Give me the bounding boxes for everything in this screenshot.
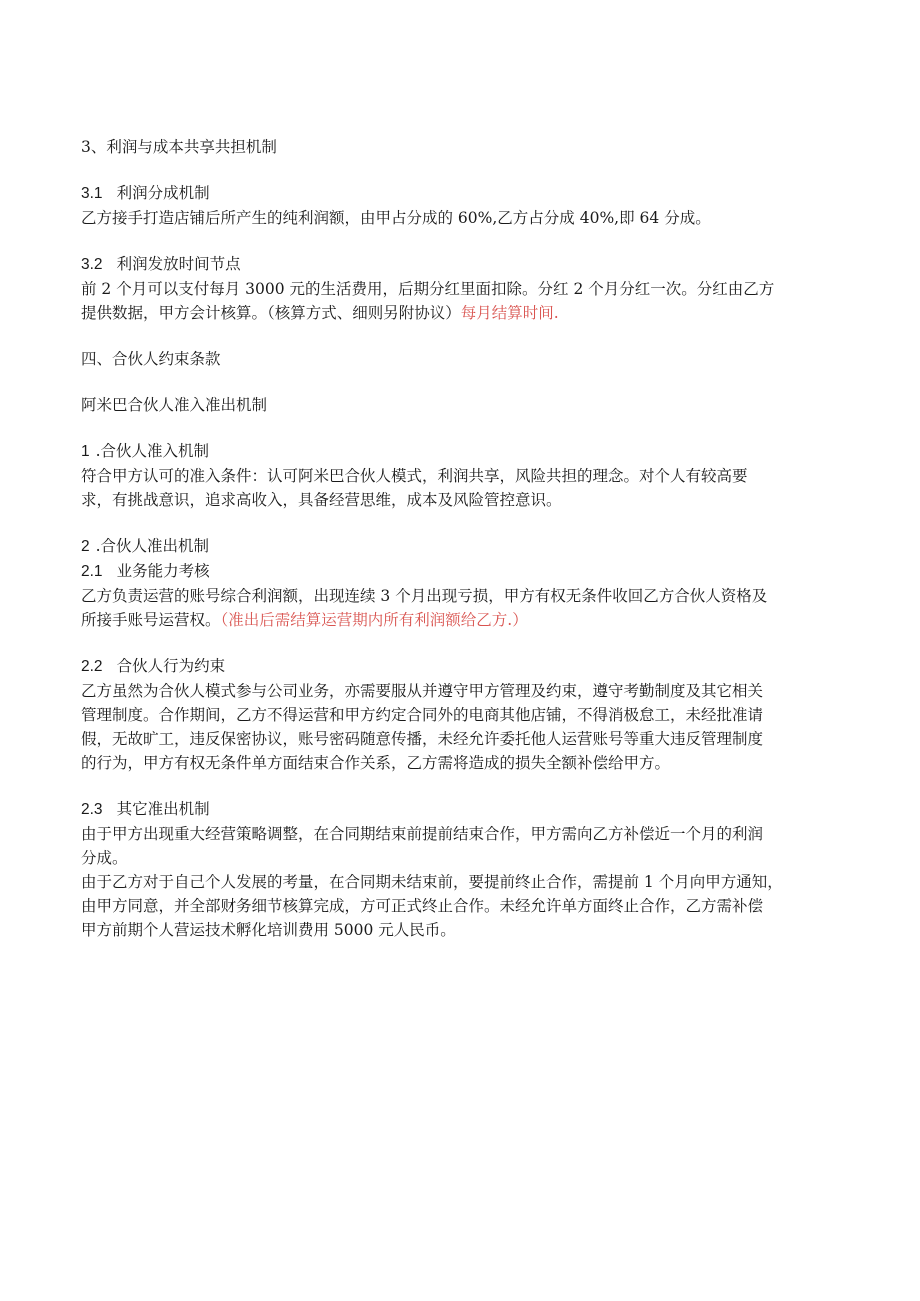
subsection-2-2-heading [81,654,861,679]
subsection-2-3 [81,797,861,942]
subsection-2-3-number: 2.3 [81,801,103,818]
subsection-2-1 [81,559,861,632]
subsection-3-1 [81,181,861,230]
section-3-heading [81,135,861,159]
subsection-2-3-line-2: 分成。 [81,849,128,867]
subsection-2-2-title: 合伙人行为约束 [116,657,226,675]
exit-mechanism-title: .合伙人准出机制 [95,537,210,555]
section-4-subtitle-block [81,393,861,417]
subsection-2-3-line-5: 甲方前期个人营运技术孵化培训费用 5000 元人民币。 [81,921,456,939]
section-4-title: 四、合伙人约束条款 [81,350,221,368]
subsection-2-3-heading [81,797,861,822]
subsection-2-1-line-2 [81,608,861,632]
subsection-2-2-number: 2.2 [81,658,103,675]
section-3-title: 3、利润与成本共享共担机制 [81,138,277,156]
entry-mechanism-title: .合伙人准入机制 [95,442,210,460]
subsection-3-1-line-1: 乙方接手打造店铺后所产生的纯利润额，由甲占分成的 60%,乙方占分成 40%,即 64 分成。 [81,209,711,227]
document-page [81,135,861,942]
subsection-2-3-line-3: 由于乙方对于自己个人发展的考量，在合同期未结束前，要提前终止合作，需提前 1 个月向甲方通知， [81,873,783,891]
entry-mechanism-heading [81,439,861,464]
subsection-3-2-heading [81,252,861,277]
subsection-3-1-title: 利润分成机制 [116,184,210,202]
subsection-3-2-line-1: 前 2 个月可以支付每月 3000 元的生活费用，后期分红里面扣除。分红 2 个月分红一次。分红由乙方 [81,280,775,298]
subsection-3-2-title: 利润发放时间节点 [116,255,241,273]
subsection-3-2-line-2 [81,301,861,325]
subsection-2-2-line-1: 乙方虽然为合伙人模式参与公司业务，亦需要服从并遵守甲方管理及约束，遵守考勤制度及其它相关 [81,682,764,700]
subsection-2-3-title: 其它准出机制 [116,800,210,818]
subsection-2-1-note: （准出后需结算运营期内所有利润额给乙方.） [220,611,528,629]
subsection-3-2-number: 3.2 [81,256,103,273]
entry-mechanism [81,439,861,512]
exit-mechanism-number: 2 [81,538,90,555]
subsection-2-1-heading [81,559,861,584]
section-4-heading [81,347,861,371]
subsection-2-3-line-4: 由甲方同意，并全部财务细节核算完成，方可正式终止合作。未经允许单方面终止合作，乙方需补偿 [81,897,764,915]
subsection-2-1-line-1: 乙方负责运营的账号综合利润额，出现连续 3 个月出现亏损，甲方有权无条件收回乙方合伙人资格及 [81,587,768,605]
section-4-subtitle: 阿米巴合伙人准入准出机制 [81,396,268,414]
subsection-2-1-line-2-text: 所接手账号运营权。 [81,611,221,629]
subsection-2-2-line-4: 的行为，甲方有权无条件单方面结束合作关系，乙方需将造成的损失全额补偿给甲方。 [81,754,671,772]
exit-mechanism-heading [81,534,861,559]
subsection-2-2 [81,654,861,775]
subsection-2-1-number: 2.1 [81,563,103,580]
subsection-2-3-line-1: 由于甲方出现重大经营策略调整，在合同期结束前提前结束合作，甲方需向乙方补偿近一个月的利润 [81,825,764,843]
subsection-3-1-number: 3.1 [81,185,103,202]
entry-mechanism-line-2: 求，有挑战意识，追求高收入，具备经营思维，成本及风险管控意识。 [81,491,562,509]
entry-mechanism-line-1: 符合甲方认可的准入条件：认可阿米巴合伙人模式，利润共享，风险共担的理念。对个人有较高要 [81,467,748,485]
subsection-2-2-line-2: 管理制度。合作期间，乙方不得运营和甲方约定合同外的电商其他店铺，不得消极怠工，未经批准请 [81,706,764,724]
subsection-2-1-title: 业务能力考核 [116,562,210,580]
subsection-3-2-line-2-text: 提供数据，甲方会计核算。（核算方式、细则另附协议） [81,304,461,322]
subsection-3-1-heading [81,181,861,206]
subsection-3-2-note: 每月结算时间. [460,304,559,322]
exit-mechanism [81,534,861,559]
subsection-3-2 [81,252,861,325]
subsection-2-2-line-3: 假，无故旷工，违反保密协议，账号密码随意传播，未经允许委托他人运营账号等重大违反管理制度 [81,730,764,748]
entry-mechanism-number: 1 [81,443,90,460]
